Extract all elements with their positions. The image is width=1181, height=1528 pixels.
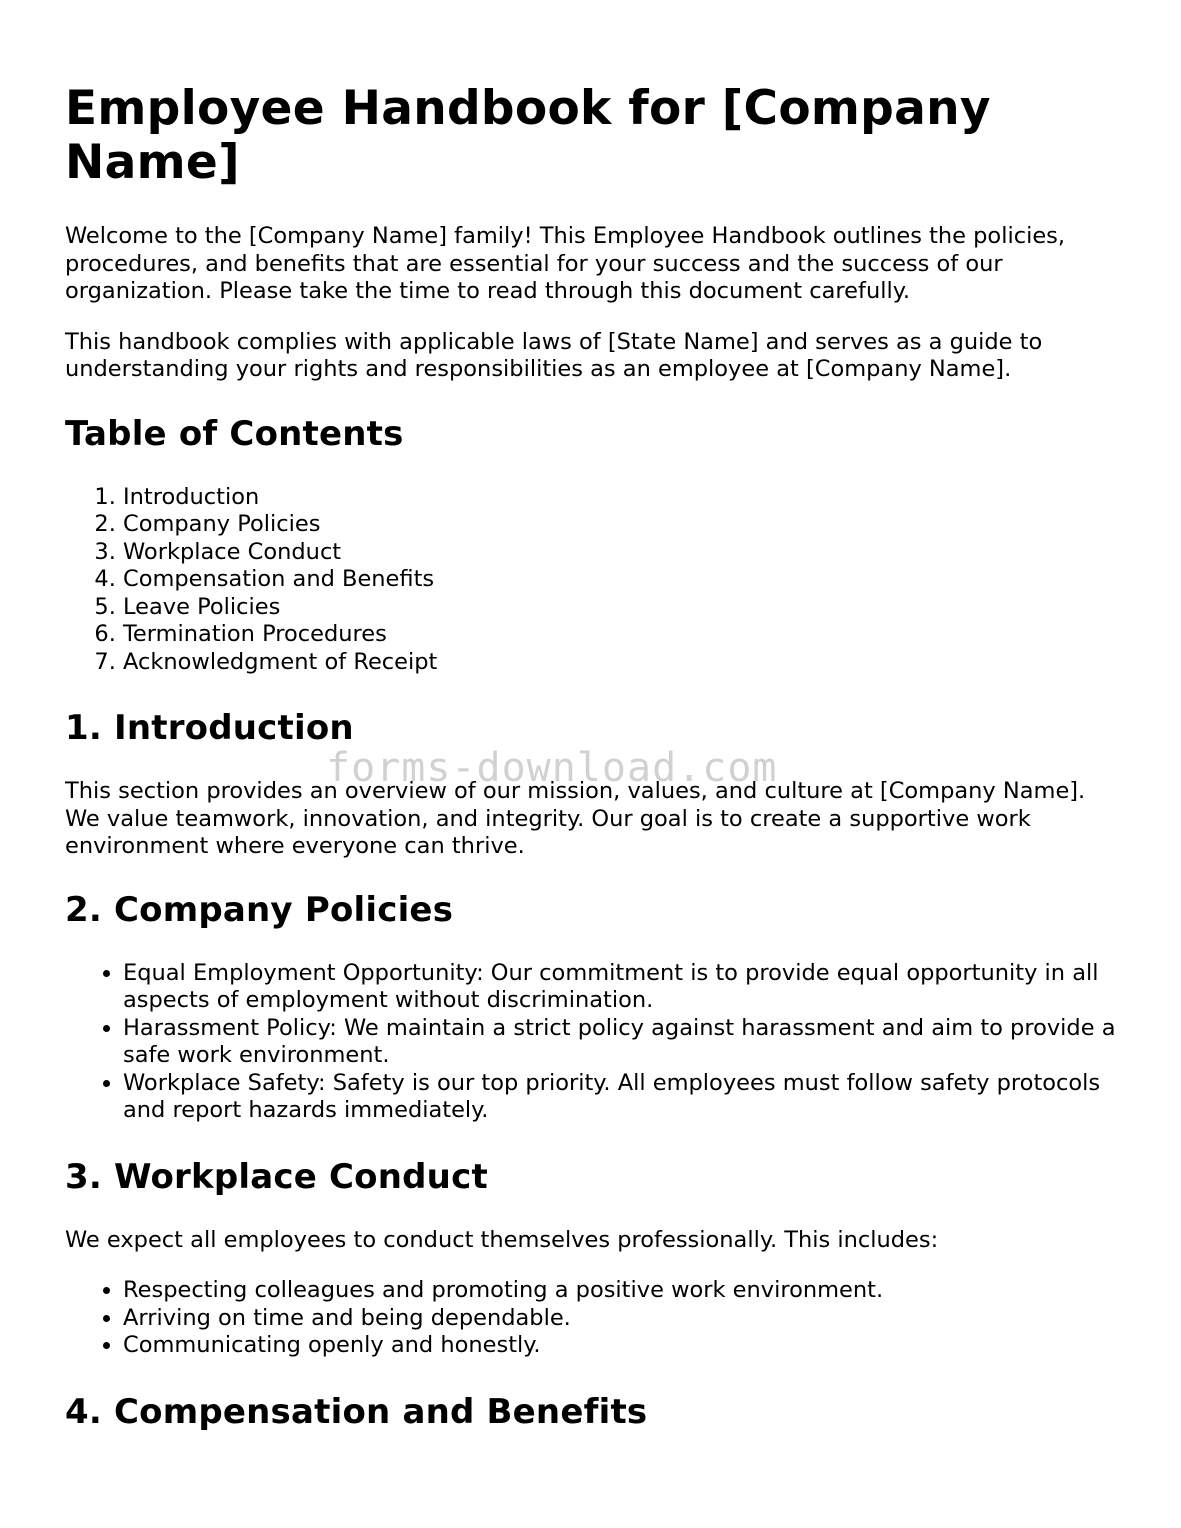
conduct-item-respect: • Respecting colleagues and promoting a positive work environment. — [123, 1277, 1125, 1305]
policy-item-harassment: • Harassment Policy: We maintain a strict policy against harassment and aim to provide a safe work environment. — [123, 1015, 1125, 1070]
document-page — [65, 82, 1125, 1456]
watermark-text: forms-download.com — [326, 745, 778, 791]
toc-item-acknowledgment: 7. Acknowledgment of Receipt — [123, 649, 1125, 677]
section-introduction-heading: 1. Introduction — [65, 708, 354, 748]
section-compensation-heading: 4. Compensation and Benefits — [65, 1391, 648, 1432]
toc-item-termination: 6. Termination Procedures — [123, 621, 1125, 649]
toc-item-leave-policies: 5. Leave Policies — [123, 594, 1125, 622]
conduct-item-punctuality: • Arriving on time and being dependable. — [123, 1305, 1125, 1333]
conduct-list — [65, 1277, 1125, 1360]
conduct-item-communication: • Communicating openly and honestly. — [123, 1332, 1125, 1360]
toc-item-company-policies: 2. Company Policies — [123, 511, 1125, 539]
toc-item-introduction: 1. Introduction — [123, 484, 1125, 512]
policy-item-safety: • Workplace Safety: Safety is our top priority. All employees must follow safety protocols and report hazards immediately. — [123, 1070, 1125, 1125]
policy-item-eeo: • Equal Employment Opportunity: Our commitment is to provide equal opportunity in all aspects of employment without discrimination. — [123, 960, 1125, 1015]
section-conduct-body: We expect all employees to conduct themselves professionally. This includes: — [65, 1226, 939, 1253]
intro-paragraph-welcome: Welcome to the [Company Name] family! This Employee Handbook outlines the policies, procedures, and benefits that are essential for your success and the success of our organization. Please take the time to read through this document carefully. — [65, 223, 1066, 304]
policies-list — [65, 960, 1125, 1125]
section-policies-heading: 2. Company Policies — [65, 889, 454, 930]
section-introduction-body: This section provides an overview of our mission, values, and culture at [Company Name]. We value teamwork, innovation, and integrity. Our goal is to create a supportive work environment where everyone can thrive. — [65, 778, 1086, 859]
toc-heading: Table of Contents — [65, 413, 404, 454]
intro-paragraph-compliance: This handbook complies with applicable laws of [State Name] and serves as a guide to understanding your rights and responsibilities as an employee at [Company Name]. — [65, 328, 1043, 382]
toc-item-workplace-conduct: 3. Workplace Conduct — [123, 539, 1125, 567]
section-conduct-heading: 3. Workplace Conduct — [65, 1156, 488, 1197]
toc-item-compensation: 4. Compensation and Benefits — [123, 566, 1125, 594]
toc-list — [65, 484, 1125, 677]
document-title: Employee Handbook for [Company Name] — [65, 81, 991, 190]
